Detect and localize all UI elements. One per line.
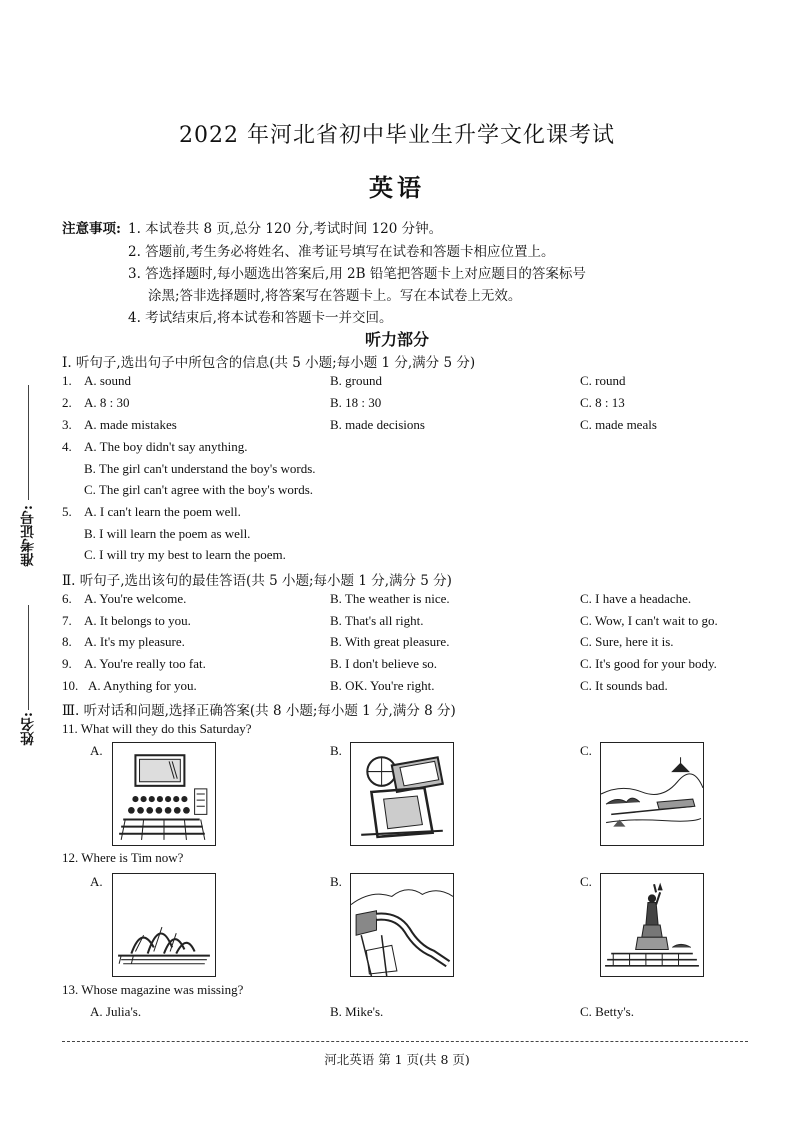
q12-option-b: B.	[330, 874, 342, 889]
q12-question: 12. Where is Tim now?	[62, 850, 184, 865]
part1-heading: Ⅰ. 听句子,选出句子中所包含的信息(共 5 小题;每小题 1 分,满分 5 分)	[62, 355, 476, 371]
opera-house-image[interactable]	[112, 873, 216, 977]
footer-divider	[62, 1041, 748, 1042]
q10-number: 10.	[62, 678, 79, 693]
q2-option-c: C. 8 : 13	[580, 395, 625, 410]
q5-option-a: A. I can't learn the poem well.	[84, 504, 241, 519]
q3-option-c: C. made meals	[580, 417, 657, 432]
q9-option-b: B. I don't believe so.	[330, 656, 438, 671]
q13-option-b: B. Mike's.	[330, 1004, 384, 1019]
house-image[interactable]	[350, 742, 454, 846]
q8-option-b: B. With great pleasure.	[330, 634, 450, 649]
q1-option-a: A. sound	[84, 373, 131, 388]
part2-heading: Ⅱ. 听句子,选出该句的最佳答语(共 5 小题;每小题 1 分,满分 5 分)	[62, 573, 452, 589]
cinema-image[interactable]	[112, 742, 216, 846]
q4-option-c: C. The girl can't agree with the boy's words.	[84, 482, 314, 497]
q8-number: 8.	[62, 634, 72, 649]
q3-option-b: B. made decisions	[330, 417, 425, 432]
name-blank	[28, 605, 29, 710]
note-item: 1. 本试卷共 8 页,总分 120 分,考试时间 120 分钟。	[128, 221, 443, 237]
q3-number: 3.	[62, 417, 72, 432]
q4-option-b: B. The girl can't understand the boy's words.	[84, 461, 316, 476]
park-image[interactable]	[600, 742, 704, 846]
note-item: 2. 答题前,考生务必将姓名、准考证号填写在试卷和答题卡相应位置上。	[128, 244, 555, 260]
q12-option-c: C.	[580, 874, 592, 889]
subject-title: 英语	[369, 173, 425, 202]
q11-question: 11. What will they do this Saturday?	[62, 721, 252, 736]
q8-option-a: A. It's my pleasure.	[84, 634, 185, 649]
great-wall-image[interactable]	[350, 873, 454, 977]
q12-option-a: A.	[90, 874, 103, 889]
q5-option-c: C. I will try my best to learn the poem.	[84, 547, 286, 562]
q1-option-b: B. ground	[330, 373, 382, 388]
q13-question: 13. Whose magazine was missing?	[62, 982, 244, 997]
part3-heading: Ⅲ. 听对话和问题,选择正确答案(共 8 小题;每小题 1 分,满分 8 分)	[62, 703, 456, 719]
q6-option-a: A. You're welcome.	[84, 591, 187, 606]
q11-option-c: C.	[580, 743, 592, 758]
q8-option-c: C. Sure, here it is.	[580, 634, 674, 649]
q9-option-a: A. You're really too fat.	[84, 656, 206, 671]
q7-number: 7.	[62, 613, 72, 628]
q10-option-b: B. OK. You're right.	[330, 678, 435, 693]
q11-option-a: A.	[90, 743, 103, 758]
q1-number: 1.	[62, 373, 72, 388]
q6-option-c: C. I have a headache.	[580, 591, 692, 606]
page-footer: 河北英语 第 1 页(共 8 页)	[324, 1052, 470, 1067]
exam-id-label: 准考证号:	[20, 505, 36, 567]
q5-number: 5.	[62, 504, 72, 519]
q5-option-b: B. I will learn the poem as well.	[84, 526, 251, 541]
q11-option-b: B.	[330, 743, 342, 758]
q10-option-a: A. Anything for you.	[88, 678, 197, 693]
note-item: 涂黑;答非选择题时,将答案写在答题卡上。写在本试卷上无效。	[148, 288, 522, 304]
id-number-blank	[28, 385, 29, 500]
exam-title: 2022 年河北省初中毕业生升学文化课考试	[179, 123, 615, 148]
q2-option-a: A. 8 : 30	[84, 395, 130, 410]
note-item: 3. 答选择题时,每小题选出答案后,用 2B 铅笔把答题卡上对应题目的答案标号	[128, 266, 586, 282]
q7-option-b: B. That's all right.	[330, 613, 424, 628]
q3-option-a: A. made mistakes	[84, 417, 177, 432]
q10-option-c: C. It sounds bad.	[580, 678, 668, 693]
q6-number: 6.	[62, 591, 72, 606]
q7-option-c: C. Wow, I can't wait to go.	[580, 613, 718, 628]
note-item: 4. 考试结束后,将本试卷和答题卡一并交回。	[128, 310, 393, 326]
name-label: 姓名:	[20, 712, 36, 746]
q6-option-b: B. The weather is nice.	[330, 591, 450, 606]
q2-number: 2.	[62, 395, 72, 410]
section-title: 听力部分	[364, 330, 429, 349]
q2-option-b: B. 18 : 30	[330, 395, 382, 410]
statue-of-liberty-image[interactable]	[600, 873, 704, 977]
q9-option-c: C. It's good for your body.	[580, 656, 717, 671]
q1-option-c: C. round	[580, 373, 626, 388]
q13-option-c: C. Betty's.	[580, 1004, 634, 1019]
q13-option-a: A. Julia's.	[90, 1004, 142, 1019]
q9-number: 9.	[62, 656, 72, 671]
q7-option-a: A. It belongs to you.	[84, 613, 191, 628]
q4-number: 4.	[62, 439, 72, 454]
q4-option-a: A. The boy didn't say anything.	[84, 439, 248, 454]
notes-label: 注意事项:	[62, 221, 121, 237]
